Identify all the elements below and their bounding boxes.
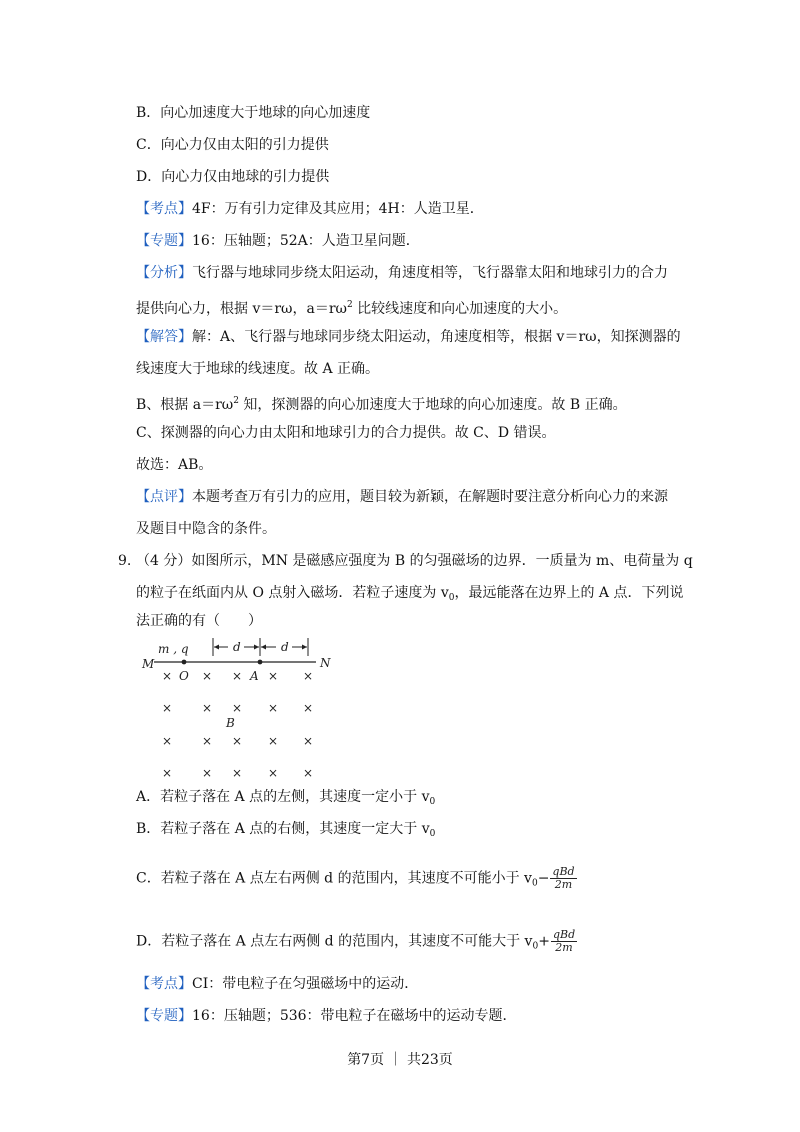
option-d-fraction [551, 929, 577, 954]
field-cross: × [162, 766, 173, 780]
field-cross: × [162, 701, 173, 715]
label-O: O [179, 669, 189, 683]
zhuanti-line [136, 231, 420, 251]
d-arrowhead-2b [302, 645, 307, 650]
question-option-d [136, 929, 577, 957]
option-d-operator: + [538, 933, 550, 950]
label-A: A [250, 669, 259, 683]
jieda-line-2: 线速度大于地球的线速度。故 A 正确。 [136, 361, 380, 377]
jieda-line-5: 故选：AB。 [136, 457, 213, 473]
page-footer: 第7页 ｜ 共23页 [347, 1052, 453, 1068]
q9-zhuanti-tag: 【专题】 [136, 1008, 192, 1024]
option-a-sub: 0 [429, 797, 436, 807]
fenxi-line-2 [136, 295, 567, 319]
option-d-text: D．若粒子落在 A 点左右两侧 d 的范围内，其速度不可能大于 v [136, 933, 533, 950]
zhuanti-tag: 【专题】 [136, 233, 192, 249]
question-option-c [136, 866, 577, 894]
fenxi-superscript: 2 [346, 300, 353, 310]
jieda-line-3 [136, 391, 627, 415]
field-cross: × [202, 701, 213, 715]
jieda-line-1 [136, 327, 681, 347]
fraction-numerator: qBd [552, 865, 575, 878]
option-b-text: B．若粒子落在 A 点的右侧，其速度一定大于 v [136, 821, 430, 837]
field-cross: × [162, 669, 173, 683]
question-option-a [136, 787, 435, 812]
fenxi-text-2a: 提供向心力，根据 v＝rω，a＝rω [136, 301, 347, 317]
field-cross: × [232, 766, 243, 780]
question-option-b [136, 819, 435, 844]
option-b-text: B．向心加速度大于地球的向心加速度 [136, 105, 371, 121]
question-number: 9. [118, 553, 132, 569]
field-cross: × [268, 766, 279, 780]
fenxi-line-1 [136, 263, 668, 283]
label-d-1: d [233, 640, 241, 654]
label-B: B [226, 716, 235, 730]
option-d-text: D．向心力仅由地球的引力提供 [136, 169, 330, 185]
field-cross: × [303, 701, 314, 715]
jieda-line-4: C、探测器的向心力由太阳和地球引力的合力提供。故 C、D 错误。 [136, 425, 556, 441]
question-text-2b: ，最远能落在边界上的 A 点．下列说 [454, 585, 684, 601]
option-b-sub: 0 [429, 829, 436, 839]
jieda-text-3a: B、根据 a＝rω [136, 397, 234, 413]
field-cross: × [303, 734, 314, 748]
fraction-denominator: 2m [555, 941, 573, 954]
question-text-2a: 的粒子在纸面内从 O 点射入磁场．若粒子速度为 v [136, 585, 449, 601]
field-cross: × [202, 766, 213, 780]
question-text-3: 法正确的有（ ） [136, 613, 262, 629]
dianping-line-2: 及题目中隐含的条件。 [136, 521, 276, 537]
option-c-operator: − [537, 870, 550, 887]
fraction-denominator: 2m [554, 878, 573, 891]
fenxi-text-1: 飞行器与地球同步绕太阳运动，角速度相等，飞行器靠太阳和地球引力的合力 [192, 265, 668, 281]
magnetic-field-figure [140, 636, 340, 784]
field-cross: × [303, 766, 314, 780]
fenxi-tag: 【分析】 [136, 265, 192, 281]
kaodian-text: 4F：万有引力定律及其应用；4H：人造卫星． [192, 201, 484, 217]
field-cross: × [202, 669, 213, 683]
option-c-fraction [550, 866, 576, 891]
field-cross: × [232, 669, 243, 683]
dianping-line-1 [136, 487, 668, 507]
field-cross: × [232, 701, 243, 715]
label-d-2: d [281, 640, 289, 654]
option-d-sub: 0 [532, 941, 539, 952]
field-cross: × [303, 669, 314, 683]
q9-kaodian-tag: 【考点】 [136, 976, 192, 992]
label-m-q: m , q [158, 642, 189, 656]
option-c-sub: 0 [531, 878, 538, 889]
d-arrowhead-2a [261, 645, 266, 650]
field-cross: × [232, 734, 243, 748]
jieda-tag: 【解答】 [136, 329, 192, 345]
question-v0-sub: 0 [448, 593, 455, 603]
d-arrowhead-1a [214, 645, 219, 650]
field-cross: × [268, 669, 279, 683]
field-cross: × [162, 734, 173, 748]
d-arrowhead-1b [254, 645, 259, 650]
dianping-tag: 【点评】 [136, 489, 192, 505]
label-M: M [142, 657, 155, 671]
q9-zhuanti-line [136, 1006, 517, 1026]
field-cross: × [202, 734, 213, 748]
dianping-text-1: 本题考查万有引力的应用，题目较为新颖，在解题时要注意分析向心力的来源 [192, 489, 668, 505]
question-text-2 [136, 583, 684, 608]
jieda-superscript: 2 [233, 396, 239, 406]
zhuanti-text: 16：压轴题；52A：人造卫星问题． [192, 233, 420, 249]
point-A [258, 660, 263, 665]
label-N: N [320, 656, 331, 670]
point-O [182, 660, 187, 665]
kaodian-tag: 【考点】 [136, 201, 192, 217]
field-cross: × [268, 701, 279, 715]
field-cross: × [268, 734, 279, 748]
q9-zhuanti-text: 16：压轴题；536：带电粒子在磁场中的运动专题． [192, 1008, 517, 1024]
jieda-text-3b: 知，探测器的向心加速度大于地球的向心加速度。故 B 正确。 [238, 397, 627, 413]
question-text-1: （4 分）如图所示，MN 是磁感应强度为 B 的匀强磁场的边界．一质量为 m、电荷量为 q [136, 553, 693, 569]
option-c-text: C．若粒子落在 A 点左右两侧 d 的范围内，其速度不可能小于 v [136, 870, 532, 887]
q9-kaodian-line [136, 974, 418, 994]
jieda-text-1: 解：A、飞行器与地球同步绕太阳运动，角速度相等，根据 v＝rω，知探测器的 [192, 329, 681, 345]
option-c-text: C．向心力仅由太阳的引力提供 [136, 137, 329, 153]
q9-kaodian-text: CI：带电粒子在匀强磁场中的运动． [192, 976, 419, 992]
kaodian-line [136, 199, 484, 219]
fraction-numerator: qBd [552, 928, 576, 941]
fenxi-text-2b: 比较线速度和向心加速度的大小。 [352, 301, 568, 317]
option-a-text: A．若粒子落在 A 点的左侧，其速度一定小于 v [136, 789, 430, 805]
